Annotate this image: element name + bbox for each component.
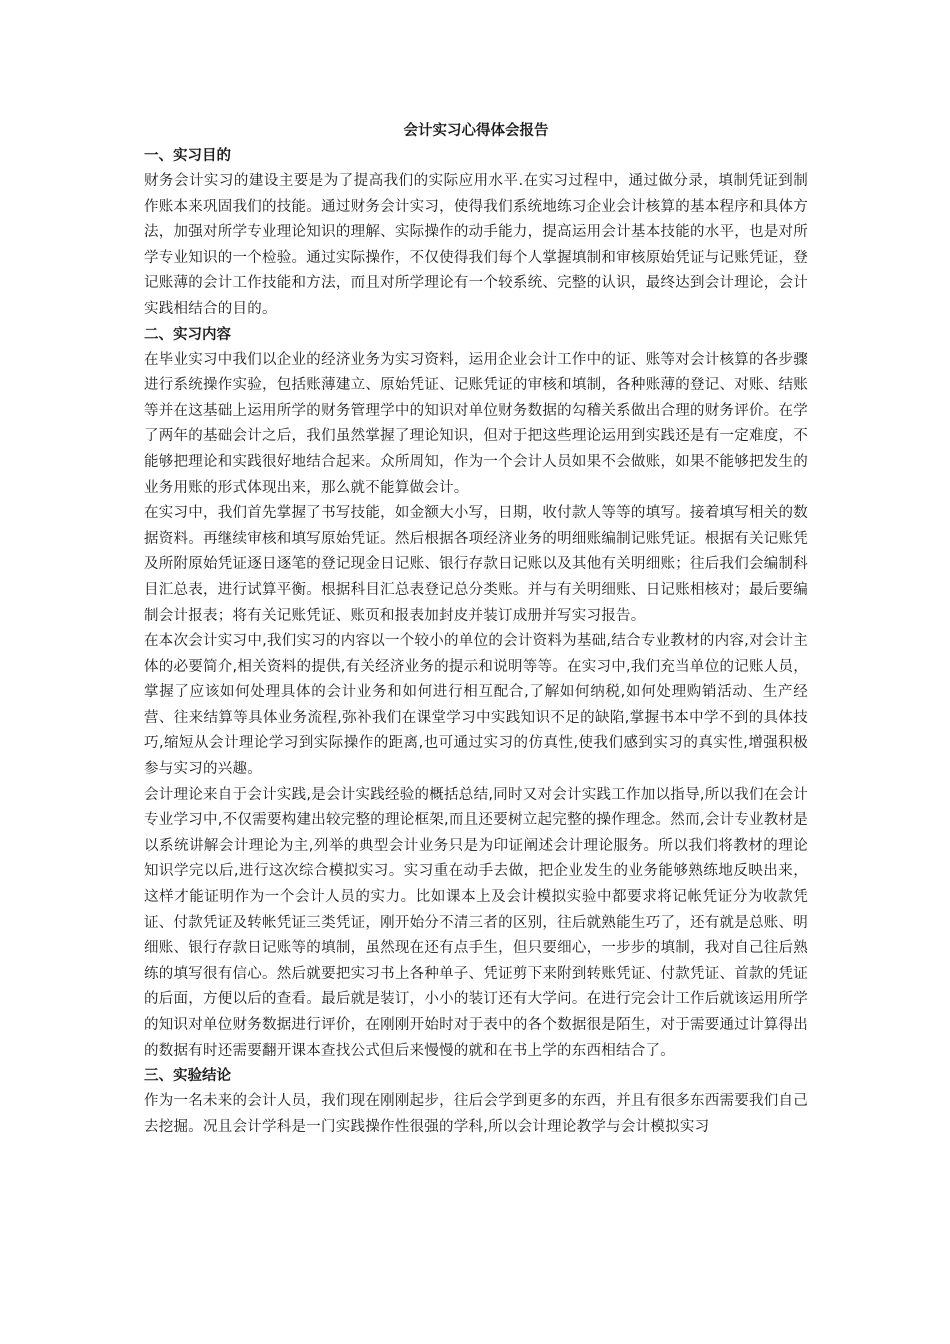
document-page: [144, 118, 808, 1140]
paragraph: 财务会计实习的建设主要是为了提高我们的实际应用水平.在实习过程中，通过做分录，填制凭证到制作账本来巩固我们的技能。通过财务会计实习，使得我们系统地练习企业会计核算的基本程序和具体方法，加强对所学专业理论知识的理解、实际操作的动手能力，提高运用会计基本技能的水平，也是对所学专业知识的一个检验。通过实际操作，不仅使得我们每个人掌握填制和审核原始凭证与记账凭证，登记账薄的会计工作技能和方法，而且对所学理论有一个较系统、完整的认识，最终达到会计理论，会计实践相结合的目的。: [144, 173, 808, 317]
document-title: 会计实习心得体会报告: [403, 123, 549, 139]
section-purpose: [144, 144, 808, 323]
paragraph: 在实习中，我们首先掌握了书写技能，如金额大小写，日期，收付款人等等的填写。接着填写相关的数据资料。再继续审核和填写原始凭证。然后根据各项经济业务的明细账编制记账凭证。根据有关记账凭及所附原始凭证逐日逐笔的登记现金日记账、银行存款日记账以及其他有关明细账；往后我们会编制科目汇总表，进行试算平衡。根据科目汇总表登记总分类账。并与有关明细账、日记账相核对；最后要编制会计报表；将有关记账凭证、账页和报表加封皮并装订成册并写实习报告。: [144, 505, 808, 624]
paragraph: 在毕业实习中我们以企业的经济业务为实习资料，运用企业会计工作中的证、账等对会计核算的各步骤进行系统操作实验，包括账薄建立、原始凭证、记账凭证的审核和填制，各种账薄的登记、对账、结账等并在这基础上运用所学的财务管理学中的知识对单位财务数据的勾稽关系做出合理的财务评价。在学了两年的基础会计之后，我们虽然掌握了理论知识，但对于把这些理论运用到实践还是有一定难度，不能够把理论和实践很好地结合起来。众所周知，作为一个会计人员如果不会做账，如果不能够把发生的业务用账的形式体现出来，那么就不能算做会计。: [144, 351, 808, 496]
paragraph: 作为一名未来的会计人员，我们现在刚刚起步，往后会学到更多的东西，并且有很多东西需要我们自己去挖掘。况且会计学科是一门实践操作性很强的学科,所以会计理论教学与会计模拟实习: [144, 1093, 808, 1135]
section-heading: 三、实验结论: [144, 1068, 231, 1085]
section-content: [144, 323, 808, 1065]
section-conclusion: [144, 1064, 808, 1140]
paragraph: 在本次会计实习中,我们实习的内容以一个较小的单位的会计资料为基础,结合专业教材的内容,对会计主体的必要简介,相关资料的提供,有关经济业务的提示和说明等等。在实习中,我们充当单位的记账人员，掌握了应该如何处理具体的会计业务和如何进行相互配合,了解如何纳税,如何处理购销活动、生产经营、往来结算等具体业务流程,弥补我们在课堂学习中实践知识不足的缺陷,掌握书本中学不到的具体技巧,缩短从会计理论学习到实际操作的距离,也可通过实习的仿真性,使我们感到实习的真实性,增强积极参与实习的兴趣。: [144, 633, 808, 778]
section-heading: 二、实习内容: [144, 326, 231, 343]
paragraph: 会计理论来自于会计实践,是会计实践经验的概括总结,同时又对会计实践工作加以指导,所以我们在会计专业学习中,不仅需要构建出较完整的理论框架,而且还要树立起完整的操作理念。然而,会计专业教材是以系统讲解会计理论为主,列举的典型会计业务只是为印证阐述会计理论服务。所以我们将教材的理论知识学完以后,进行这次综合模拟实习。实习重在动手去做，把企业发生的业务能够熟练地反映出来，这样才能证明作为一个会计人员的实力。比如课本上及会计模拟实验中都要求将记帐凭证分为收款凭证、付款凭证及转帐凭证三类凭证，刚开始分不清三者的区别，往后就熟能生巧了，还有就是总账、明细账、银行存款日记账等的填制，虽然现在还有点手生，但只要细心，一步步的填制，我对自己往后熟练的填写很有信心。然后就要把实习书上各种单子、凭证剪下来附到转账凭证、付款凭证、首款的凭证的后面，方便以后的查看。最后就是装订，小小的装订还有大学问。在进行完会计工作后就该运用所学的知识对单位财务数据进行评价，在刚刚开始时对于表中的各个数据很是陌生，对于需要通过计算得出的数据有时还需要翻开课本查找公式但后来慢慢的就和在书上学的东西相结合了。: [144, 786, 808, 1059]
section-heading: 一、实习目的: [144, 148, 231, 164]
